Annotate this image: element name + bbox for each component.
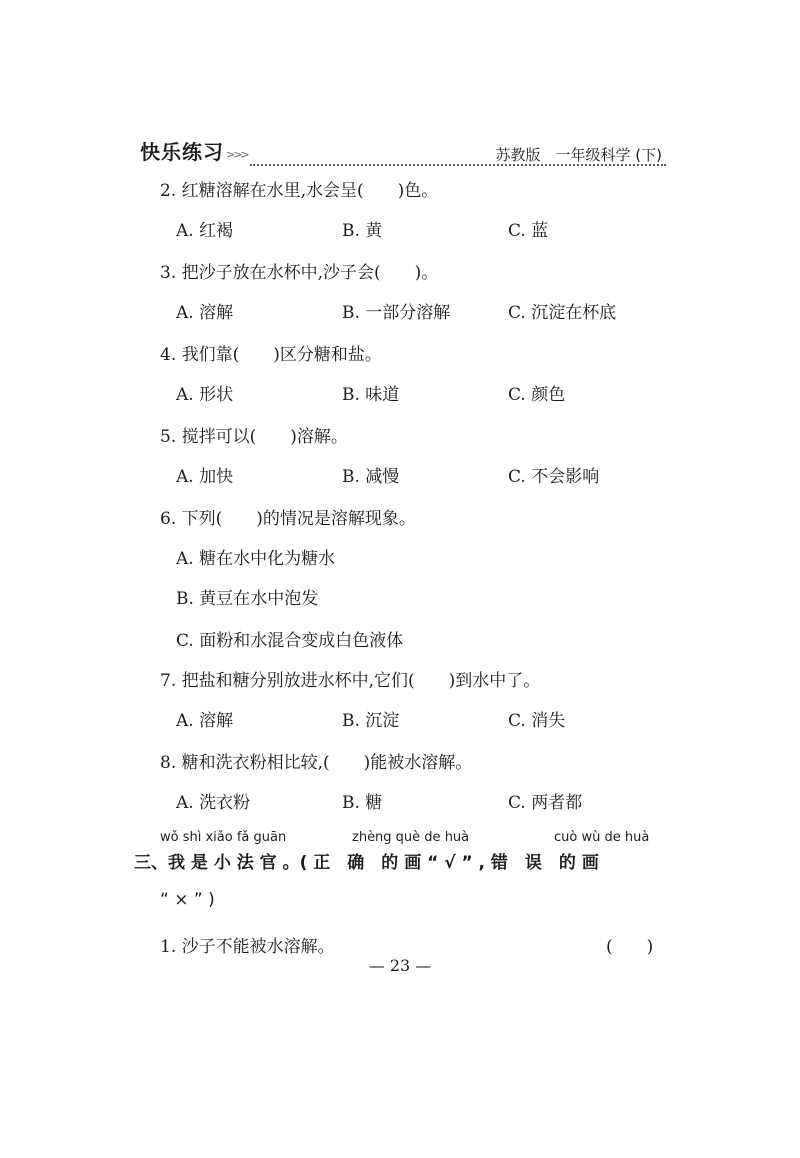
q4-option-a: A. 形状 xyxy=(176,385,234,405)
q4-option-c: C. 颜色 xyxy=(508,385,566,405)
brand-title: 快乐练习 xyxy=(140,140,224,164)
page-header xyxy=(134,130,666,168)
dotted-divider xyxy=(250,164,666,166)
q3-option-a: A. 溶解 xyxy=(176,303,234,323)
q7-option-b: B. 沉淀 xyxy=(342,711,400,731)
q5-option-a: A. 加快 xyxy=(176,467,234,487)
section-3-title: 三、我 是 小 法 官 。( 正 确 的 画 “ √ ” , 错 误 的 画 xyxy=(134,853,599,873)
question-8: 8. 糖和洗衣粉相比较,( )能被水溶解。 xyxy=(160,753,473,773)
q8-option-b: B. 糖 xyxy=(342,793,383,813)
q5-option-c: C. 不会影响 xyxy=(508,467,600,487)
q6-option-b: B. 黄豆在水中泡发 xyxy=(176,589,319,609)
q7-option-c: C. 消失 xyxy=(508,711,566,731)
pinyin-wrong: cuò wù de huà xyxy=(554,830,650,845)
q6-option-c: C. 面粉和水混合变成白色液体 xyxy=(176,631,404,651)
q7-option-a: A. 溶解 xyxy=(176,711,234,731)
page-number: — 23 — xyxy=(368,956,432,975)
section-3-question-1: 1. 沙子不能被水溶解。 xyxy=(160,937,335,957)
section-3-title-cont: “ × ” ) xyxy=(160,890,215,910)
question-5: 5. 搅拌可以( )溶解。 xyxy=(160,427,348,447)
question-4: 4. 我们靠( )区分糖和盐。 xyxy=(160,345,382,365)
q6-option-a: A. 糖在水中化为糖水 xyxy=(176,549,336,569)
answer-blank[interactable]: ( ) xyxy=(606,937,654,957)
pinyin-correct: zhèng què de huà xyxy=(352,830,470,845)
edition-label: 苏教版 一年级科学 (下) xyxy=(495,146,662,164)
question-7: 7. 把盐和糖分别放进水杯中,它们( )到水中了。 xyxy=(160,671,541,691)
q4-option-b: B. 味道 xyxy=(342,385,400,405)
q3-option-c: C. 沉淀在杯底 xyxy=(508,303,617,323)
chevron-decoration: >>> xyxy=(226,148,248,161)
q2-option-a: A. 红褐 xyxy=(176,221,234,241)
question-6: 6. 下列( )的情况是溶解现象。 xyxy=(160,509,416,529)
q8-option-a: A. 洗衣粉 xyxy=(176,793,251,813)
question-3: 3. 把沙子放在水杯中,沙子会( )。 xyxy=(160,263,439,283)
pinyin-section-title: wǒ shì xiǎo fǎ guān xyxy=(160,830,287,845)
question-2: 2. 红糖溶解在水里,水会呈( )色。 xyxy=(160,181,439,201)
q8-option-c: C. 两者都 xyxy=(508,793,583,813)
q2-option-c: C. 蓝 xyxy=(508,221,549,241)
q5-option-b: B. 减慢 xyxy=(342,467,400,487)
q3-option-b: B. 一部分溶解 xyxy=(342,303,451,323)
q2-option-b: B. 黄 xyxy=(342,221,383,241)
